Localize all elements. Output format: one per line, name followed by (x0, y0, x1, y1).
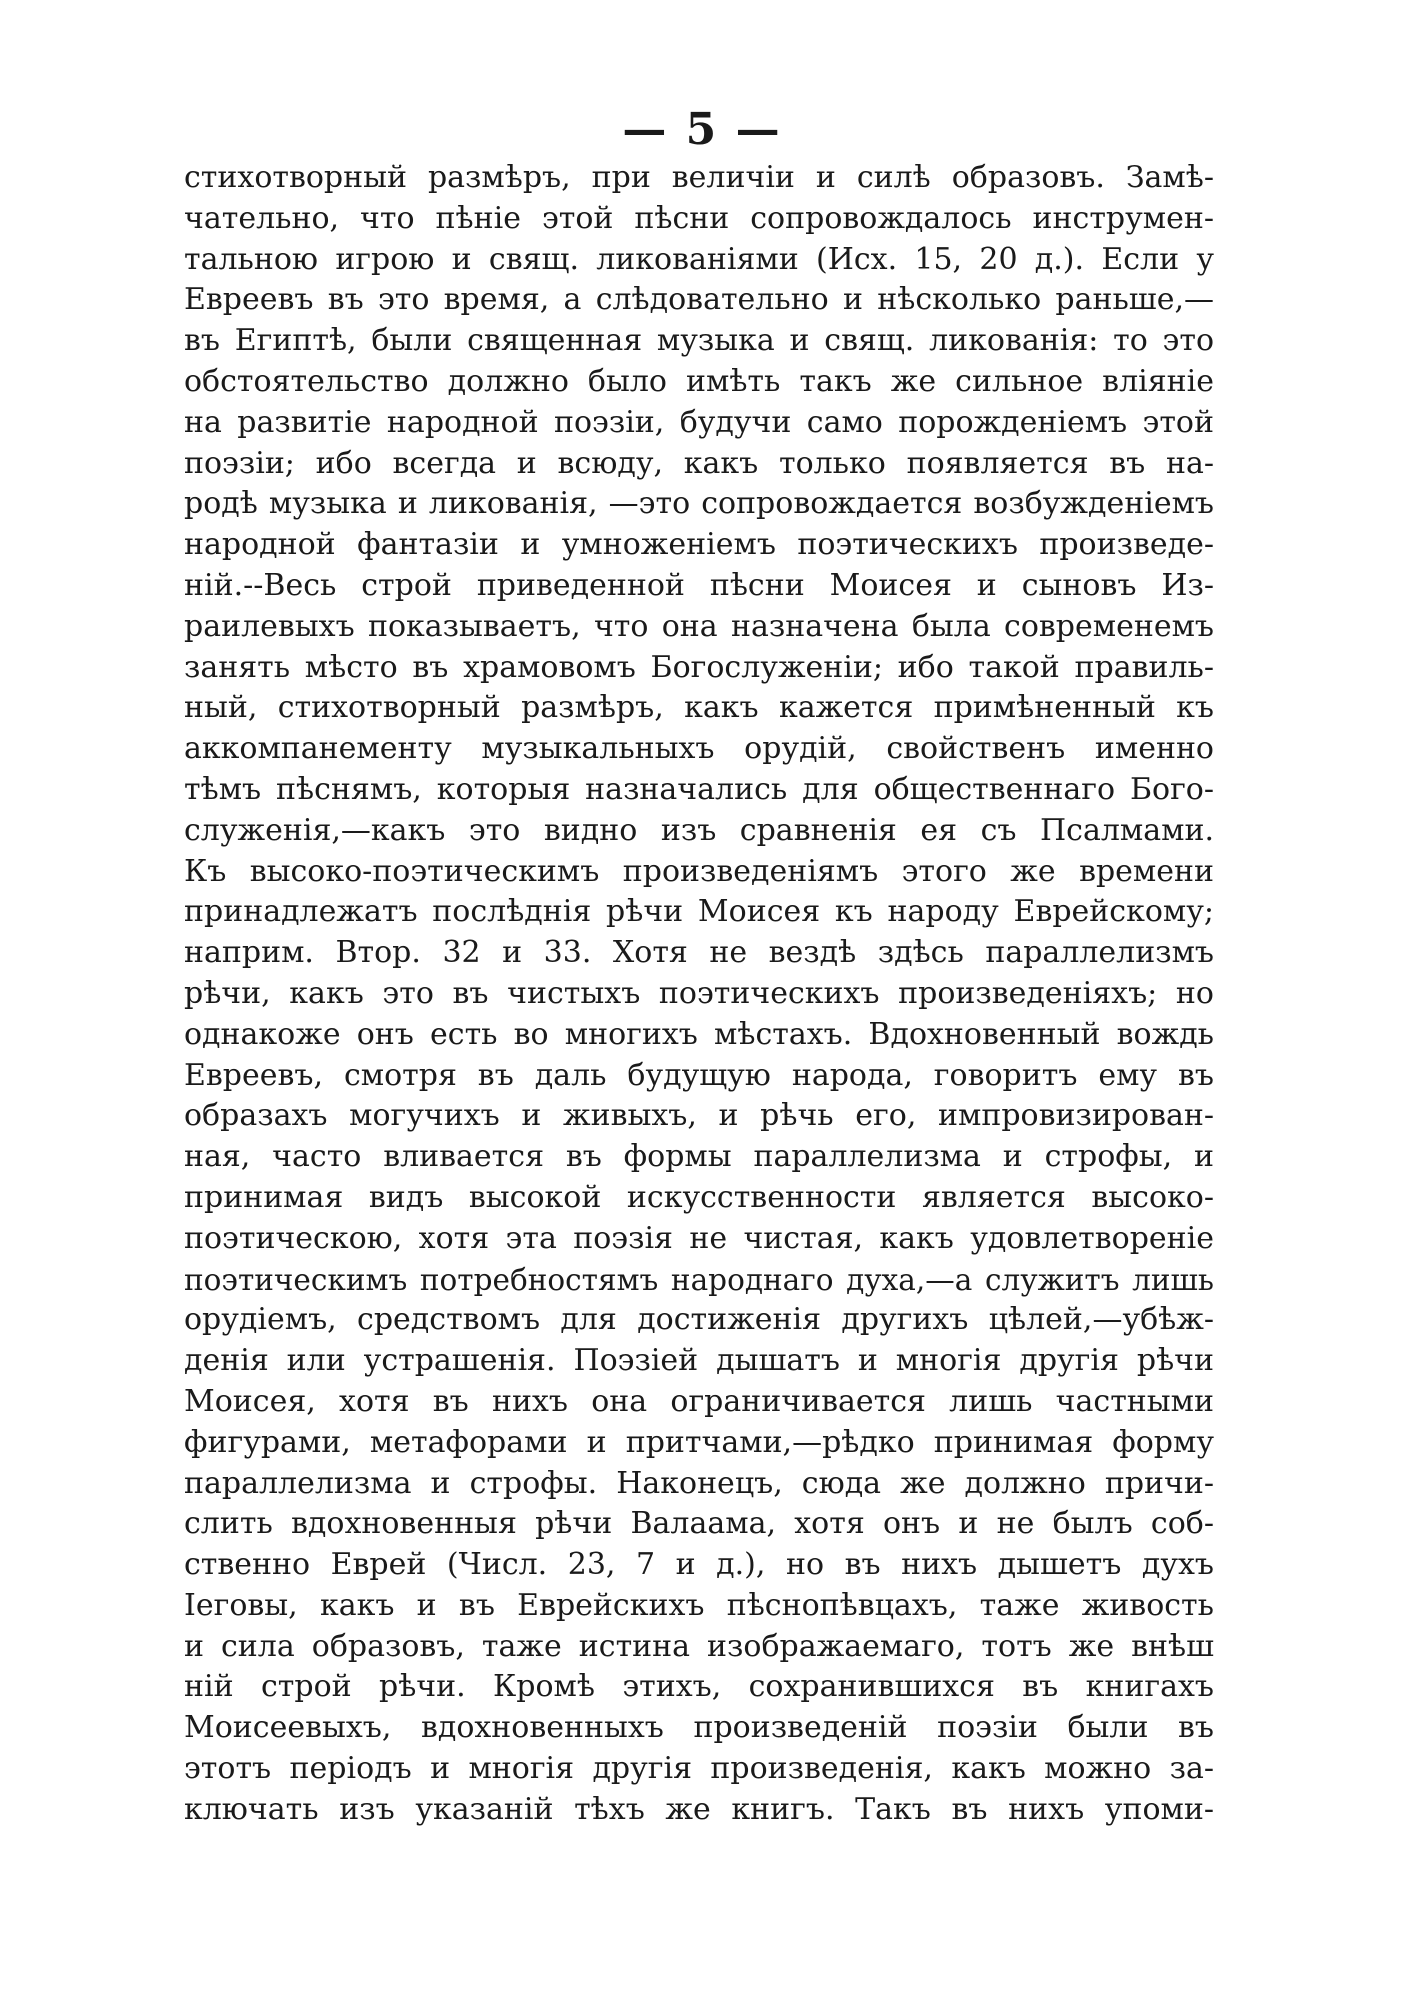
text-line: чательно, что пѣніе этой пѣсни сопровождалось инструмен- (184, 200, 1214, 236)
text-line: тѣмъ пѣснямъ, которыя назначались для общественнаго Бого- (184, 771, 1214, 807)
text-line: аккомпанементу музыкальныхъ орудій, свойственъ именно (184, 731, 1214, 767)
text-line: поэтическою, хотя эта поэзія не чистая, какъ удовлетвореніе (184, 1220, 1214, 1256)
text-line: служенія,—какъ это видно изъ сравненія ея съ Псалмами. (184, 812, 1214, 848)
text-line: орудіемъ, средствомъ для достиженія другихъ цѣлей,—убѣж- (184, 1302, 1214, 1338)
text-line: Евреевъ въ это время, а слѣдовательно и нѣсколько раньше,— (184, 282, 1214, 318)
text-line: наприм. Втор. 32 и 33. Хотя не вездѣ здѣсь параллелизмъ (184, 935, 1214, 971)
body-text (184, 158, 1214, 1831)
text-line: обстоятельство должно было имѣть такъ же сильное вліяніе (184, 363, 1214, 399)
text-line: раилевыхъ показываетъ, что она назначена была современемъ (184, 608, 1214, 644)
text-line: стихотворный размѣръ, при величіи и силѣ образовъ. Замѣ- (184, 160, 1214, 195)
text-line: ній строй рѣчи. Кромѣ этихъ, сохранившихся въ книгахъ (184, 1669, 1214, 1705)
text-line: и сила образовъ, таже истина изображаемаго, тотъ же внѣш (184, 1628, 1214, 1664)
text-line: поэзіи; ибо всегда и всюду, какъ только появляется въ на- (184, 445, 1214, 481)
text-line: народной фантазіи и умноженіемъ поэтическихъ произведе- (184, 527, 1214, 563)
text-line: Къ высоко-поэтическимъ произведеніямъ этого же времени (184, 853, 1214, 889)
text-line: ній.--Весь строй приведенной пѣсни Моисея и сыновъ Из- (184, 567, 1214, 603)
text-line: принимая видъ высокой искусственности является высоко- (184, 1179, 1214, 1215)
text-line: принадлежатъ послѣднія рѣчи Моисея къ народу Еврейскому; (184, 894, 1214, 930)
text-line: однакоже онъ есть во многихъ мѣстахъ. Вдохновенный вождь (184, 1016, 1214, 1052)
text-line: занять мѣсто въ храмовомъ Богослуженіи; ибо такой правиль- (184, 649, 1214, 685)
text-line: родѣ музыка и ликованія, —это сопровождается возбужденіемъ (184, 486, 1214, 522)
text-line: фигурами, метафорами и притчами,—рѣдко принимая форму (184, 1424, 1214, 1460)
text-line: Моисея, хотя въ нихъ она ограничивается лишь частными (184, 1383, 1214, 1419)
text-line: ная, часто вливается въ формы параллелизма и строфы, и (184, 1139, 1214, 1175)
text-line: въ Египтѣ, были священная музыка и свящ. ликованія: то это (184, 323, 1214, 359)
page-number: — 5 — (622, 104, 782, 155)
text-line: Моисеевыхъ, вдохновенныхъ произведеній поэзіи были въ (184, 1710, 1214, 1746)
text-line: Евреевъ, смотря въ даль будущую народа, говоритъ ему въ (184, 1057, 1214, 1093)
text-line: слить вдохновенныя рѣчи Валаама, хотя онъ и не былъ соб- (184, 1506, 1214, 1542)
text-line: ственно Еврей (Числ. 23, 7 и д.), но въ нихъ дышетъ духъ (184, 1547, 1214, 1583)
text-line: ключать изъ указаній тѣхъ же книгъ. Такъ въ нихъ упоми- (184, 1791, 1214, 1827)
text-line: денія или устрашенія. Поэзіей дышатъ и многія другія рѣчи (184, 1343, 1214, 1379)
text-line: ный, стихотворный размѣръ, какъ кажется примѣненный къ (184, 690, 1214, 726)
text-line: тальною игрою и свящ. ликованіями (Исх. 15, 20 д.). Если у (184, 241, 1214, 277)
text-line: образахъ могучихъ и живыхъ, и рѣчь его, импровизирован- (184, 1098, 1214, 1134)
text-line: поэтическимъ потребностямъ народнаго духа,—а служитъ лишь (184, 1262, 1214, 1297)
text-line: этотъ періодъ и многія другія произведенія, какъ можно за- (184, 1751, 1214, 1787)
text-line: на развитіе народной поэзіи, будучи само порожденіемъ этой (184, 404, 1214, 440)
text-line: рѣчи, какъ это въ чистыхъ поэтическихъ произведеніяхъ; но (184, 975, 1214, 1011)
text-line: параллелизма и строфы. Наконецъ, сюда же должно причи- (184, 1465, 1214, 1501)
text-line: Іеговы, какъ и въ Еврейскихъ пѣснопѣвцахъ, таже живость (184, 1587, 1214, 1623)
